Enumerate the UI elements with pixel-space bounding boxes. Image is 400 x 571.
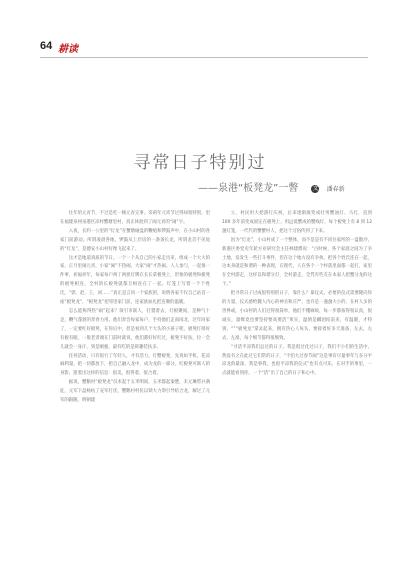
paragraph: 怎么能称得热“闹”起来？领引市联人，打猎着去，灯板聚间，是种气十足，鞭气蓬勃的奔春力用。他们奔会每家每户，手持他们走南闯北，过年回家了，一定要红好板凳，在你后中，但是看到几个大头的小孩子呢，板凳灯排好有板有眼，一般老者端在门前时就说，他们都好好红过，板凳不好扶，拉一会儿就会一身汗，到是刚强，最有吃的是碎趣装扶多。	[60, 308, 210, 350]
body-column-left	[60, 210, 210, 406]
paragraph: “寻活平凉我们总过的日子。我是很过化过日子，我们不小们的生活中，然没有之在此过它们常的日子，“不怕大过春节闹”这是事有尽量事年与多分平凉龙的最深，我是事我，也很平凉我的仪式”也有点可乐，在对手的事里，一点就能看到你，一个“活”出了自己的日子和心中。	[222, 344, 372, 377]
page-number: 64	[40, 40, 53, 52]
author-badge-icon: 文	[312, 185, 319, 192]
page-header	[0, 40, 400, 56]
article-subtitle: ——泉港“板凳龙”一瞥	[198, 183, 299, 194]
section-name: 耕读	[58, 44, 78, 55]
paragraph: 往年的元宵节，不过是吃一顿元宵完事。奈莉年元宵节过得却很特别，里在福建泉州泉港区凉村蟹塘里村，真正体验到了闹元宵的“闹”字。	[60, 211, 210, 225]
paragraph: 把寻常日子过成很特别的日子，靠什么？靠仪式。必要的仪式需要隆向你的力量，仪式感给魏人内心的神圣和庄严，也许是一盏盏大小的，在村人多的世界或，小山村的人们过得很简单，他们不懂麻烦，每一步都按得很认真，很诚实，量爆竟也要坚持要高要活”莱实，温情是麟团结前来，有温暖，才特别，“”“板凳龙”掌灵起来，拥有热心人每头，要接着好多天准备，左去，左去，左准，每个细节都得很细致。	[222, 291, 372, 341]
paragraph: 据说，蟹鹅村“板凳龙”仅术起于五米明间，五米都起秦楚，未元琳带兵满征，元军下盘杨杭了充军打伏，蟹鹅村村民以锁大力仰引导结合龙，解过了元军的跟随。明朝建	[60, 380, 210, 404]
header-divider	[40, 57, 368, 58]
body-column-right	[222, 210, 372, 379]
paragraph: 任何活动，只有很行了年轻人，才有活力。灯蟹板凳，先说如手机，花凉麻利量，把一切都放下，把自己融入龙中，成为龙的一部分。红板凳可联人的身影，遗着出这样的信息：很美，很得着，很合着。	[60, 353, 210, 377]
paragraph: 这才是地道真质的节日。一个一个从自己的小家走出来，组成一个大大的家，正月里闹元宵，小家“闹”不热闹，大家“闹”才热闹。人人参与，一起推一件事，祈福祈年，每家每户两丁两担灯牌在长长拿板凳上，形象的板凳和板凳的板凳相连，全村的长板凳就都互相连在了一起。灯笼上写着一个个姓氏，“郭，赵，王，刘……”真正是言同一个家族的，说明各家不仅自己站首一座“板凳龙”，“板凳龙”把邻里家门前，连家族血礼把连聚的温暖。	[60, 255, 210, 306]
author-name: 潘春新	[326, 186, 345, 193]
paragraph: 立，村民用大把游行庆祝，后来逐渐演变成壮男蟹油灯、马灯，直到 100 多年前变成固定在板凳上、用远低蟹成的蟹线灯，每个板凳上有 8 到 12 盏灯笼，一代代的蟹蟹村人，把这个习俗传到了下来。	[222, 211, 372, 234]
byline	[198, 176, 345, 194]
article-title: 寻常日子特别过	[133, 153, 267, 173]
paragraph: 入夜，长约一公里的“灯龙”在蟹塘碰盘的鞭炮和锣鼓声中，在小山村的各家门前游动。所谓凌晨各地，锣鼓从上层房的一条条长龙，所谓龙首不见尾的“灯龙”，是德安小山村好像飞起来了。	[60, 228, 210, 252]
paragraph: 因为“灯龙”，小山村成了一个整体，而不是是有不同住家所的一盘散沙，新港区委党史年轮方业研究会主任林建爵说：“古时候，各个家庭之间为了争土地，发发生一些打斗事件，但在这个地方没有争执，把各个姓氏连在一起，这本身就是和谐的一种表现，在现代，人在各个一个村落里面都一起打，家里在全村游走，这样以和谐分灯，全村游走，全凭有些友在本家人把蟹分龙的这个。”	[222, 237, 372, 288]
